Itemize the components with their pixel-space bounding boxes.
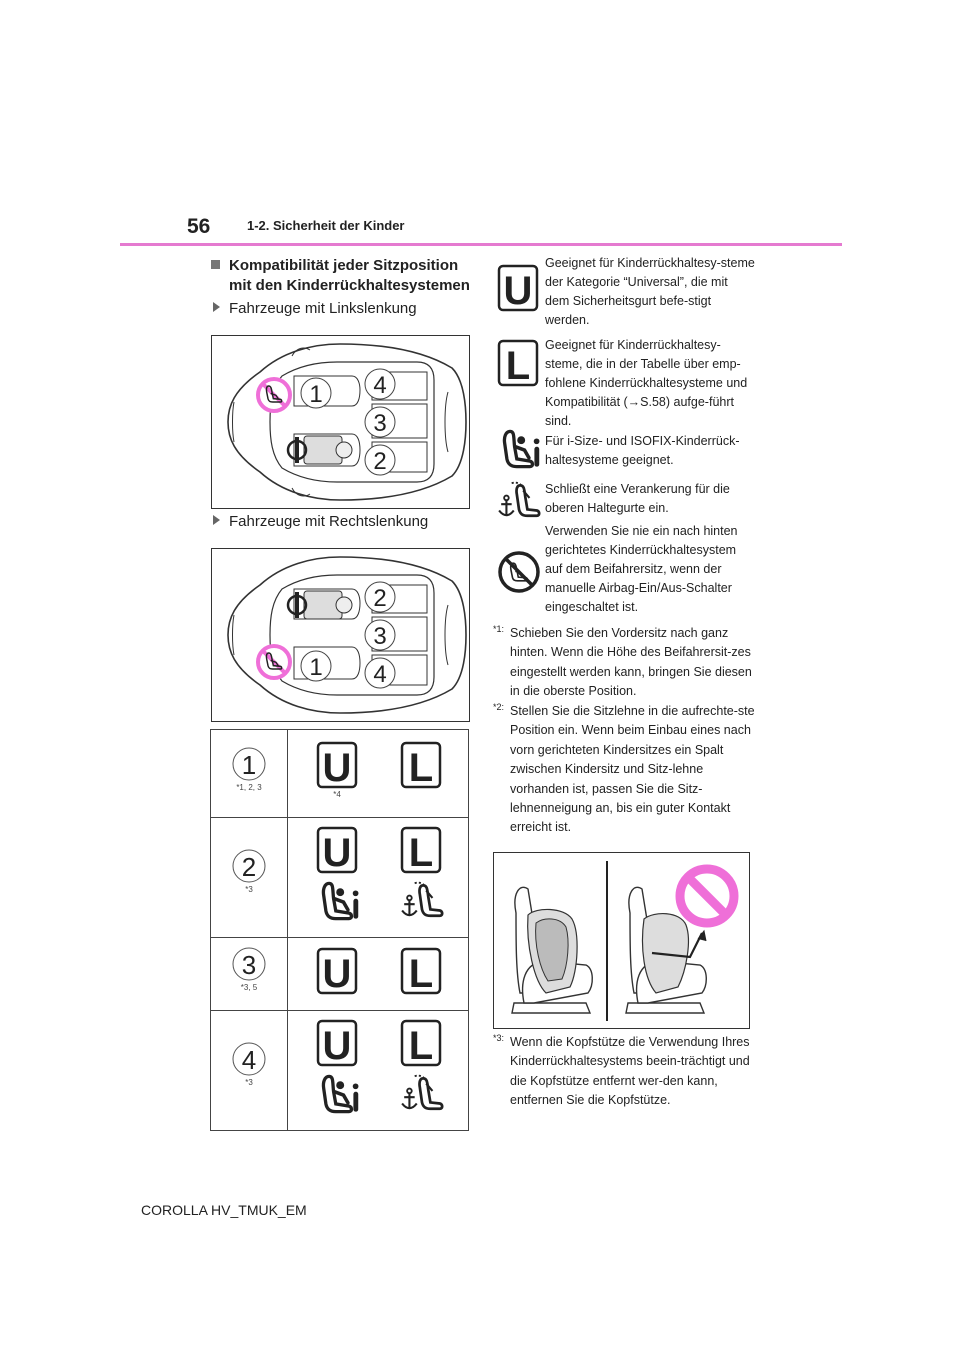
square-bullet-icon (211, 260, 220, 269)
legend-text: Geeignet für Kinderrückhaltesy-steme, die in der Tabelle über emp-fohlene Kinderrückhaltesysteme und Kompatibilität (→S.58) aufge-führt sind. (545, 338, 748, 428)
top-tether-anchor-icon (402, 1076, 442, 1109)
isofix-l-icon: L (408, 746, 434, 790)
seat-number-1: 1 (309, 381, 323, 408)
universal-u-icon: U (322, 831, 352, 875)
footnote-mark: *4 (333, 790, 341, 799)
seat-number-4: 4 (373, 661, 387, 688)
i-size-seat-icon (323, 883, 358, 918)
seat-number-1: 1 (241, 750, 257, 780)
legend-text: Geeignet für Kinderrückhaltesy-steme der Kategorie “Universal”, die mit dem Sicherheitsgurt befe-stigt werden. (545, 256, 755, 327)
header-rule (120, 243, 842, 246)
subheading-rhd: Fahrzeuge mit Rechtslenkung (213, 513, 428, 530)
isofix-l-icon: L (408, 1024, 434, 1068)
triangle-bullet-icon (213, 302, 220, 312)
child-seat-correct (512, 887, 592, 1013)
legend (497, 254, 757, 624)
no-rear-facing-seat-icon (497, 522, 541, 622)
section-title: 1-2. Sicherheit der Kinder (247, 218, 405, 233)
footnote-mark: *3 (245, 1078, 253, 1087)
isofix-l-icon: L (505, 344, 531, 388)
seat-number-2: 2 (373, 585, 387, 612)
footnote-2: *2: Stellen Sie die Sitzlehne in die aufrechte-ste Position ein. Wenn beim Einbau eines nach vorn gerichteten Kindersitzes ein Spalt zwischen Kindersitz und Sitz-lehne vorhanden ist, passen Sie die Sitz-lehnenneigung an, bis ein guter Kontakt erreicht ist. (493, 702, 755, 835)
universal-u-icon: U (322, 1024, 352, 1068)
legend-text: Verwenden Sie nie ein nach hinten gerichtetes Kinderrückhaltesystem auf dem Beifahrersitz, wenn der manuelle Airbag-Ein/Aus-Schalter eingeschaltet ist. (545, 524, 738, 614)
legend-text: Für i-Size- und ISOFIX-Kinderrück-haltesysteme geeignet. (545, 434, 740, 467)
universal-u-icon: U (503, 269, 533, 313)
i-size-seat-icon (497, 426, 541, 470)
legend-text: Schließt eine Verankerung für die oberen Haltegurte ein. (545, 482, 730, 515)
footnote-3: *3: Wenn die Kopfstütze die Verwendung Ihres Kinderrückhaltesystems beein-trächtigt und die Kopfstütze entfernt wer-den kann, entfernen Sie die Kopfstütze. (493, 1033, 750, 1108)
footnote-mark: *1, 2, 3 (236, 783, 262, 792)
seat-number-3: 3 (241, 950, 257, 980)
subheading-lhd: Fahrzeuge mit Linkslenkung (213, 300, 417, 317)
universal-u-icon: U (322, 952, 352, 996)
car-top-view-lhd (212, 336, 469, 508)
universal-u-icon: U (322, 746, 352, 790)
seat-number-3: 3 (373, 410, 387, 437)
top-tether-anchor-icon (402, 883, 442, 916)
footer-model: COROLLA HV_TMUK_EM (141, 1202, 307, 1218)
isofix-l-icon: L (408, 952, 434, 996)
triangle-bullet-icon (213, 515, 220, 525)
table-row (211, 730, 469, 818)
footnote-mark: *3, 5 (240, 983, 258, 992)
section-heading: Kompatibilität jeder Sitzposition mit den Kinderrückhaltesystemen (211, 256, 471, 296)
footnote-1: *1: Schieben Sie den Vordersitz nach ganz hinten. Wenn die Höhe des Beifahrersit-zes eingestellt werden kann, bringen Sie diesen in die oberste Position. (493, 624, 752, 699)
isofix-l-icon: L (408, 831, 434, 875)
page-number: 56 (187, 215, 211, 238)
seat-number-2: 2 (241, 852, 257, 882)
table-row (211, 1011, 469, 1131)
compatibility-table (210, 729, 469, 1131)
car-top-view-rhd (212, 549, 469, 721)
seat-number-4: 4 (373, 372, 387, 399)
seat-number-2: 2 (373, 448, 387, 475)
seat-illustration (493, 852, 750, 1029)
footnote-mark: *3 (245, 885, 253, 894)
car-diagram-lhd (211, 335, 470, 509)
seat-number-1: 1 (309, 654, 323, 681)
table-row (211, 938, 469, 1011)
car-diagram-rhd (211, 548, 470, 722)
i-size-seat-icon (323, 1076, 358, 1111)
top-tether-anchor-icon (497, 478, 541, 522)
seat-number-3: 3 (373, 623, 387, 650)
table-row (211, 818, 469, 938)
seat-number-4: 4 (241, 1045, 257, 1075)
